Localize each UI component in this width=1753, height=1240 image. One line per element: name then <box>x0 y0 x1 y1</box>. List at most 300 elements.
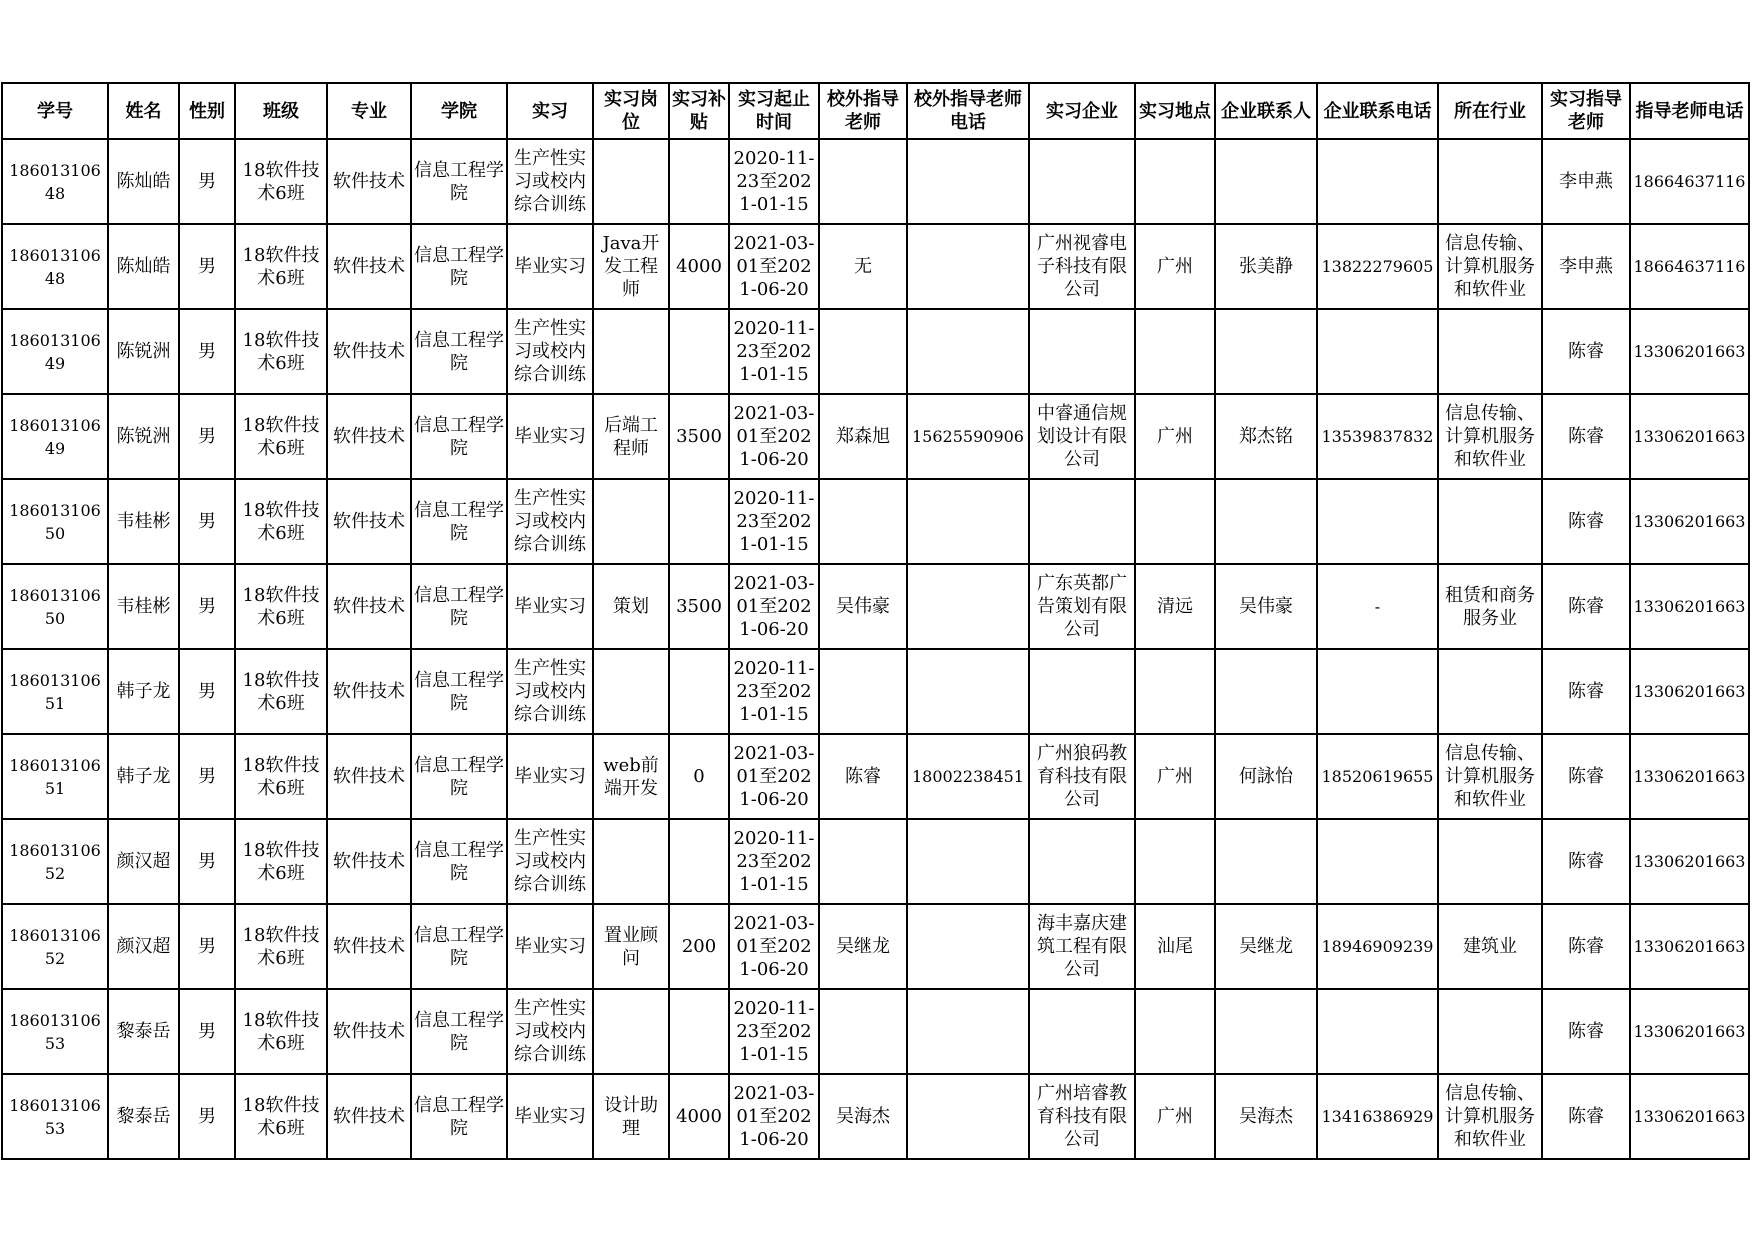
table-row <box>2 224 1749 309</box>
table-cell <box>327 989 411 1074</box>
table-row <box>2 819 1749 904</box>
table-cell <box>327 1074 411 1159</box>
cell-text: 信息工程学院 <box>414 584 504 629</box>
table-cell <box>1135 904 1215 989</box>
table-cell <box>593 479 669 564</box>
cell-text: 2020-11-23至2021-01-15 <box>733 488 815 555</box>
cell-text: 软件技术 <box>333 766 405 787</box>
table-cell <box>2 904 108 989</box>
table-cell <box>1215 819 1317 904</box>
cell-text: 信息工程学院 <box>414 1094 504 1139</box>
table-cell <box>1029 989 1135 1074</box>
cell-text: 软件技术 <box>333 256 405 277</box>
cell-text: 广州 <box>1157 766 1193 787</box>
table-cell <box>507 819 593 904</box>
table-cell <box>1029 734 1135 819</box>
table-cell <box>108 819 179 904</box>
table-cell <box>593 819 669 904</box>
table-cell <box>1317 989 1438 1074</box>
table-row <box>2 564 1749 649</box>
table-cell <box>819 649 907 734</box>
cell-text: 陈睿 <box>1568 681 1604 702</box>
table-cell <box>327 649 411 734</box>
table-cell <box>179 819 235 904</box>
table-header <box>2 83 1749 139</box>
cell-text: 建筑业 <box>1463 936 1517 957</box>
table-cell <box>1135 989 1215 1074</box>
table-cell <box>669 904 729 989</box>
cell-text: web前端开发 <box>603 754 659 799</box>
cell-text: 18软件技术6班 <box>242 1009 320 1054</box>
table-cell <box>907 734 1029 819</box>
cell-text: 毕业实习 <box>514 256 586 277</box>
cell-text: 13306201663 <box>1633 767 1746 786</box>
table-cell <box>1317 734 1438 819</box>
cell-text: 广州狼码教育科技有限公司 <box>1037 743 1127 810</box>
table-cell <box>179 309 235 394</box>
table-cell <box>179 649 235 734</box>
cell-text: 软件技术 <box>333 341 405 362</box>
table-cell <box>907 649 1029 734</box>
cell-text: 毕业实习 <box>514 1106 586 1127</box>
table-cell <box>1542 819 1630 904</box>
cell-text: 吴继龙 <box>1239 936 1293 957</box>
table-cell <box>1438 564 1542 649</box>
table-cell <box>507 1074 593 1159</box>
table-cell <box>1542 904 1630 989</box>
table-cell <box>327 224 411 309</box>
table-cell <box>729 734 819 819</box>
table-row <box>2 649 1749 734</box>
header-row <box>2 83 1749 139</box>
table-cell <box>593 734 669 819</box>
table-cell <box>1630 904 1749 989</box>
column-header: 学号 <box>2 83 108 139</box>
table-cell <box>819 564 907 649</box>
cell-text: 颜汉超 <box>116 936 171 957</box>
table-cell <box>179 734 235 819</box>
table-cell <box>1317 904 1438 989</box>
cell-text: 何詠怡 <box>1239 766 1293 787</box>
table-cell <box>327 394 411 479</box>
cell-text: 广州培睿教育科技有限公司 <box>1037 1083 1127 1150</box>
cell-text: 18软件技术6班 <box>242 669 320 714</box>
table-cell <box>1630 224 1749 309</box>
cell-text: 2020-11-23至2021-01-15 <box>733 148 815 215</box>
table-cell <box>819 479 907 564</box>
cell-text: 陈锐洲 <box>116 426 171 447</box>
table-cell <box>819 224 907 309</box>
cell-text: 毕业实习 <box>514 426 586 447</box>
table-cell <box>1135 564 1215 649</box>
column-header: 姓名 <box>108 83 179 139</box>
table-cell <box>1438 904 1542 989</box>
cell-text: 13306201663 <box>1633 597 1746 616</box>
table-cell <box>507 904 593 989</box>
cell-text: 软件技术 <box>333 936 405 957</box>
cell-text: 广东英都广告策划有限公司 <box>1037 573 1127 640</box>
table-cell <box>1317 309 1438 394</box>
table-cell <box>327 564 411 649</box>
table-cell <box>2 394 108 479</box>
column-header: 校外指导老师 <box>819 83 907 139</box>
cell-text: 黎泰岳 <box>116 1021 171 1042</box>
table-cell <box>593 394 669 479</box>
cell-text: 陈睿 <box>1568 936 1604 957</box>
table-cell <box>593 989 669 1074</box>
column-header: 指导老师电话 <box>1630 83 1749 139</box>
table-cell <box>1630 309 1749 394</box>
cell-text: 陈灿皓 <box>116 171 171 192</box>
table-cell <box>1317 224 1438 309</box>
table-cell <box>235 479 327 564</box>
table-cell <box>1029 819 1135 904</box>
table-cell <box>507 479 593 564</box>
cell-text: 软件技术 <box>333 851 405 872</box>
cell-text: 18601310650 <box>9 500 101 543</box>
cell-text: 广州视睿电子科技有限公司 <box>1037 233 1127 300</box>
cell-text: 毕业实习 <box>514 936 586 957</box>
cell-text: 13306201663 <box>1633 512 1746 531</box>
cell-text: 13306201663 <box>1633 1107 1746 1126</box>
cell-text: 男 <box>198 1106 216 1127</box>
cell-text: 韩子龙 <box>116 681 171 702</box>
cell-text: 18664637116 <box>1633 257 1746 276</box>
table-cell <box>1317 394 1438 479</box>
cell-text: 生产性实习或校内综合训练 <box>514 488 586 555</box>
table-cell <box>1438 819 1542 904</box>
table-cell <box>1029 224 1135 309</box>
cell-text: 生产性实习或校内综合训练 <box>514 318 586 385</box>
table-cell <box>1317 564 1438 649</box>
table-cell <box>1135 734 1215 819</box>
cell-text: 2020-11-23至2021-01-15 <box>733 998 815 1065</box>
table-cell <box>1317 819 1438 904</box>
table-cell <box>1215 309 1317 394</box>
table-cell <box>2 1074 108 1159</box>
table-cell <box>327 819 411 904</box>
table-cell <box>411 819 507 904</box>
cell-text: 软件技术 <box>333 171 405 192</box>
cell-text: 18601310649 <box>9 330 101 373</box>
cell-text: 13306201663 <box>1633 427 1746 446</box>
table-cell <box>907 904 1029 989</box>
cell-text: 李申燕 <box>1559 256 1613 277</box>
cell-text: 18软件技术6班 <box>242 329 320 374</box>
cell-text: 男 <box>198 596 216 617</box>
table-cell <box>1630 734 1749 819</box>
table-cell <box>507 139 593 224</box>
cell-text: 2021-03-01至2021-06-20 <box>733 403 815 470</box>
cell-text: 陈睿 <box>1568 596 1604 617</box>
cell-text: 0 <box>693 766 705 787</box>
table-cell <box>1630 1074 1749 1159</box>
cell-text: 18601310651 <box>9 670 101 713</box>
table-cell <box>1135 224 1215 309</box>
table-cell <box>1135 479 1215 564</box>
cell-text: 男 <box>198 341 216 362</box>
table-cell <box>1215 734 1317 819</box>
table-cell <box>179 224 235 309</box>
table-cell <box>729 989 819 1074</box>
cell-text: 设计助理 <box>604 1094 658 1139</box>
table-row <box>2 139 1749 224</box>
table-cell <box>235 224 327 309</box>
cell-text: 18软件技术6班 <box>242 924 320 969</box>
table-cell <box>411 394 507 479</box>
cell-text: 租赁和商务服务业 <box>1445 584 1535 629</box>
cell-text: 13306201663 <box>1633 682 1746 701</box>
cell-text: 18601310652 <box>9 925 101 968</box>
table-cell <box>1630 139 1749 224</box>
cell-text: 13416386929 <box>1321 1107 1434 1126</box>
cell-text: 男 <box>198 851 216 872</box>
cell-text: 18002238451 <box>912 767 1024 786</box>
table-cell <box>1542 989 1630 1074</box>
cell-text: 无 <box>854 256 872 277</box>
table-cell <box>2 564 108 649</box>
table-cell <box>411 1074 507 1159</box>
table-cell <box>819 989 907 1074</box>
table-row <box>2 989 1749 1074</box>
cell-text: 吴继龙 <box>836 936 890 957</box>
table-row <box>2 394 1749 479</box>
table-cell <box>1438 734 1542 819</box>
table-cell <box>2 224 108 309</box>
cell-text: 郑森旭 <box>836 426 890 447</box>
table-cell <box>593 139 669 224</box>
table-cell <box>593 564 669 649</box>
table-cell <box>669 734 729 819</box>
table-cell <box>108 309 179 394</box>
table-cell <box>507 224 593 309</box>
table-cell <box>729 1074 819 1159</box>
cell-text: 2021-03-01至2021-06-20 <box>733 1083 815 1150</box>
cell-text: 信息工程学院 <box>414 159 504 204</box>
column-header: 实习起止时间 <box>729 83 819 139</box>
table-cell <box>907 479 1029 564</box>
table-cell <box>1029 649 1135 734</box>
cell-text: 信息工程学院 <box>414 754 504 799</box>
cell-text: 13306201663 <box>1633 342 1746 361</box>
cell-text: 吴海杰 <box>836 1106 890 1127</box>
table-cell <box>669 564 729 649</box>
table-cell <box>669 1074 729 1159</box>
cell-text: 广州 <box>1157 426 1193 447</box>
cell-text: 生产性实习或校内综合训练 <box>514 148 586 215</box>
table-cell <box>1438 479 1542 564</box>
column-header: 企业联系电话 <box>1317 83 1438 139</box>
column-header: 班级 <box>235 83 327 139</box>
table-cell <box>593 224 669 309</box>
table-cell <box>1317 1074 1438 1159</box>
cell-text: 18601310648 <box>9 160 101 203</box>
table-cell <box>179 479 235 564</box>
cell-text: 男 <box>198 1021 216 1042</box>
cell-text: 15625590906 <box>912 427 1024 446</box>
table-cell <box>1029 904 1135 989</box>
cell-text: Java开发工程师 <box>602 233 660 300</box>
table-cell <box>669 479 729 564</box>
cell-text: 韦桂彬 <box>116 511 171 532</box>
cell-text: 2021-03-01至2021-06-20 <box>733 743 815 810</box>
table-cell <box>669 394 729 479</box>
cell-text: 颜汉超 <box>116 851 171 872</box>
column-header: 实习岗位 <box>593 83 669 139</box>
cell-text: 男 <box>198 426 216 447</box>
cell-text: 李申燕 <box>1559 171 1613 192</box>
table-cell <box>1215 394 1317 479</box>
table-cell <box>327 309 411 394</box>
table-cell <box>179 989 235 1074</box>
cell-text: 18601310652 <box>9 840 101 883</box>
table-cell <box>1029 479 1135 564</box>
table-cell <box>907 819 1029 904</box>
cell-text: 2020-11-23至2021-01-15 <box>733 828 815 895</box>
table-cell <box>507 734 593 819</box>
table-cell <box>907 139 1029 224</box>
cell-text: 4000 <box>676 1106 722 1127</box>
cell-text: 13306201663 <box>1633 852 1746 871</box>
table-cell <box>1542 479 1630 564</box>
cell-text: 清远 <box>1157 596 1193 617</box>
table-cell <box>729 479 819 564</box>
table-cell <box>235 394 327 479</box>
cell-text: 3500 <box>676 596 722 617</box>
table-cell <box>1215 904 1317 989</box>
cell-text: 信息传输、计算机服务和软件业 <box>1445 233 1535 300</box>
table-cell <box>729 649 819 734</box>
table-cell <box>2 139 108 224</box>
table-cell <box>907 989 1029 1074</box>
cell-text: 13306201663 <box>1633 1022 1746 1041</box>
cell-text: 毕业实习 <box>514 766 586 787</box>
cell-text: 男 <box>198 171 216 192</box>
table-cell <box>1029 564 1135 649</box>
cell-text: 信息工程学院 <box>414 839 504 884</box>
table-cell <box>907 224 1029 309</box>
table-cell <box>2 989 108 1074</box>
table-cell <box>507 309 593 394</box>
table-cell <box>729 904 819 989</box>
table-cell <box>1630 989 1749 1074</box>
table-cell <box>1438 224 1542 309</box>
table-cell <box>1438 649 1542 734</box>
cell-text: 毕业实习 <box>514 596 586 617</box>
column-header: 学院 <box>411 83 507 139</box>
cell-text: 2020-11-23至2021-01-15 <box>733 318 815 385</box>
column-header: 实习指导老师 <box>1542 83 1630 139</box>
cell-text: 策划 <box>613 596 649 617</box>
table-cell <box>108 224 179 309</box>
table-cell <box>235 564 327 649</box>
table-cell <box>1630 649 1749 734</box>
cell-text: 18601310648 <box>9 245 101 288</box>
cell-text: 陈睿 <box>1568 426 1604 447</box>
table-cell <box>1630 819 1749 904</box>
cell-text: 18601310650 <box>9 585 101 628</box>
internship-table <box>1 82 1750 1160</box>
table-cell <box>411 734 507 819</box>
cell-text: 2021-03-01至2021-06-20 <box>733 913 815 980</box>
table-cell <box>1135 819 1215 904</box>
cell-text: 软件技术 <box>333 511 405 532</box>
table-cell <box>1630 479 1749 564</box>
cell-text: 软件技术 <box>333 426 405 447</box>
cell-text: 信息传输、计算机服务和软件业 <box>1445 1083 1535 1150</box>
cell-text: 信息工程学院 <box>414 414 504 459</box>
table-cell <box>411 224 507 309</box>
table-cell <box>669 649 729 734</box>
table-cell <box>327 734 411 819</box>
table-cell <box>235 139 327 224</box>
table-cell <box>907 309 1029 394</box>
column-header: 实习补贴 <box>669 83 729 139</box>
cell-text: 18软件技术6班 <box>242 584 320 629</box>
table-cell <box>108 139 179 224</box>
table-cell <box>669 224 729 309</box>
cell-text: 信息工程学院 <box>414 669 504 714</box>
table-cell <box>1438 309 1542 394</box>
cell-text: 信息工程学院 <box>414 924 504 969</box>
cell-text: 陈锐洲 <box>116 341 171 362</box>
table-cell <box>593 309 669 394</box>
column-header: 实习地点 <box>1135 83 1215 139</box>
table-cell <box>1630 564 1749 649</box>
table-cell <box>1542 309 1630 394</box>
table-cell <box>1215 649 1317 734</box>
cell-text: 陈睿 <box>1568 341 1604 362</box>
table-cell <box>1542 564 1630 649</box>
cell-text: 汕尾 <box>1157 936 1193 957</box>
table-cell <box>411 649 507 734</box>
table-cell <box>411 989 507 1074</box>
table-cell <box>669 139 729 224</box>
table-cell <box>507 394 593 479</box>
cell-text: 18软件技术6班 <box>242 414 320 459</box>
table-cell <box>235 904 327 989</box>
cell-text: 信息工程学院 <box>414 499 504 544</box>
cell-text: 男 <box>198 256 216 277</box>
table-cell <box>235 989 327 1074</box>
cell-text: 广州 <box>1157 1106 1193 1127</box>
cell-text: 信息工程学院 <box>414 244 504 289</box>
table-cell <box>2 649 108 734</box>
table-cell <box>819 309 907 394</box>
table-cell <box>235 734 327 819</box>
cell-text: 18软件技术6班 <box>242 159 320 204</box>
column-header: 实习 <box>507 83 593 139</box>
table-cell <box>108 989 179 1074</box>
cell-text: 软件技术 <box>333 1021 405 1042</box>
table-cell <box>411 904 507 989</box>
cell-text: 男 <box>198 766 216 787</box>
cell-text: 生产性实习或校内综合训练 <box>514 658 586 725</box>
table-cell <box>1135 1074 1215 1159</box>
table-cell <box>1029 1074 1135 1159</box>
table-cell <box>1215 224 1317 309</box>
table-cell <box>1215 479 1317 564</box>
table-cell <box>1542 224 1630 309</box>
cell-text: 18软件技术6班 <box>242 499 320 544</box>
table-cell <box>1029 394 1135 479</box>
table-cell <box>819 139 907 224</box>
column-header: 专业 <box>327 83 411 139</box>
table-cell <box>235 649 327 734</box>
table-cell <box>108 1074 179 1159</box>
cell-text: 13306201663 <box>1633 937 1746 956</box>
table-cell <box>2 309 108 394</box>
